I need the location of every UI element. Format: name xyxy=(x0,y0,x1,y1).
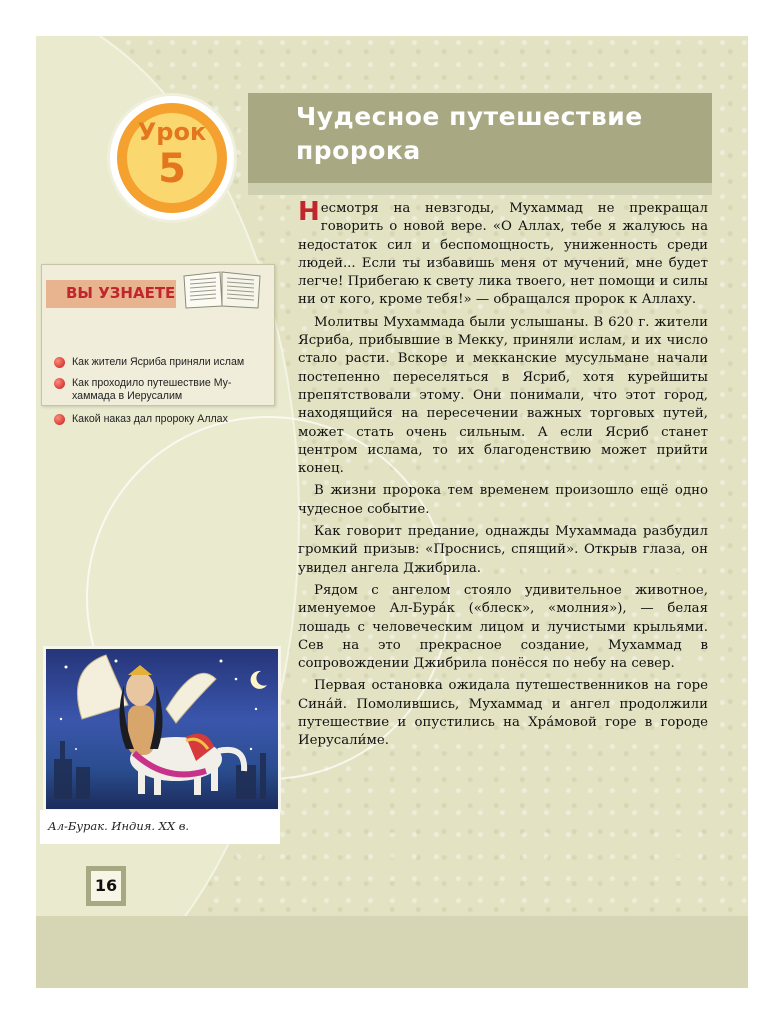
paragraph-6: Первая остановка ожидала путешественников на горе Сина́й. Помолившись, Мухаммад и ангел продолжили путешествие и опустились на Хра́мовой горе в городе Иерусали́ме. xyxy=(298,678,708,749)
learn-item-2 xyxy=(72,377,231,403)
drop-cap: Н xyxy=(298,197,320,227)
lesson-title xyxy=(296,100,696,168)
paragraph-4: Как говорит предание, однажды Мухаммада разбудил громкий призыв: «Проснись, спящий». Открыв глаза, он увидел ангела Джибрила. xyxy=(298,524,708,576)
paragraph-3: В жизни пророка тем временем произошло ещё одно чудесное событие. xyxy=(298,483,708,517)
learn-item-3-text: Какой наказ дал пророку Аллах xyxy=(72,413,228,425)
paragraph-5: Рядом с ангелом стояло удивительное животное, именуемое Ал-Бура́к («блеск», «молния»), — белая лошадь с человеческим лицом и лучистыми крыльями. Сев на это прекрасное создание, Мухаммад в сопровождении Джибрила понёсся по небу на север. xyxy=(298,582,708,672)
illustration-caption: Ал-Бурак. Индия. XX в. xyxy=(48,819,190,833)
learn-item-2-line-1: Как проходило путешествие Му- xyxy=(72,377,232,389)
lesson-word: Урок xyxy=(137,118,207,146)
bullet-icon xyxy=(54,414,65,425)
learn-item-1-text: Как жители Ясриба приняли ислам xyxy=(72,356,245,368)
page-number: 16 xyxy=(91,871,121,901)
bottom-band xyxy=(36,916,748,988)
paragraph-2: Молитвы Мухаммада были услышаны. В 620 г. жители Ясриба, прибывшие в Мекку, приняли ислам, и их число стало расти. Вскоре и мекканские мусульмане начали постепенно переселяться в Ясриб, хотя курейшиты препятствовали этому. Они понимали, что этот город, находящийся на пересечении важных торговых путей, может стать очень сильным. А если Ясриб станет центром ислама, то их благоденствию может прийти конец. xyxy=(298,314,708,477)
learn-item-3 xyxy=(72,413,228,426)
paragraph-1-text: есмотря на невзгоды, Мухаммад не прекращал говорить о новой вере. «О Аллах, тебе я жалуюсь на недостаток сил и беспомощность, униженность среди людей... Если ты избавишь меня от мучений, мне будет легче! Прибегаю к свету лика твоего, нет помощи и силы ни от кого, кроме тебя!» — обращался пророк к Аллаху. xyxy=(298,201,708,308)
al-burak-illustration xyxy=(43,646,281,812)
lesson-title-line-2: пророка xyxy=(296,136,421,165)
body-text xyxy=(298,197,708,755)
book-icon xyxy=(180,266,264,310)
paragraph-1 xyxy=(298,197,708,310)
title-banner-stripe xyxy=(248,183,712,195)
learn-heading: ВЫ УЗНАЕТЕ xyxy=(66,284,176,302)
learn-item-1 xyxy=(72,356,244,369)
lesson-number: 5 xyxy=(158,146,186,192)
lesson-title-line-1: Чудесное путешествие xyxy=(296,102,643,131)
learn-item-2-line-2: хаммада в Иерусалим xyxy=(72,390,183,402)
bullet-icon xyxy=(54,378,65,389)
bullet-icon xyxy=(54,357,65,368)
